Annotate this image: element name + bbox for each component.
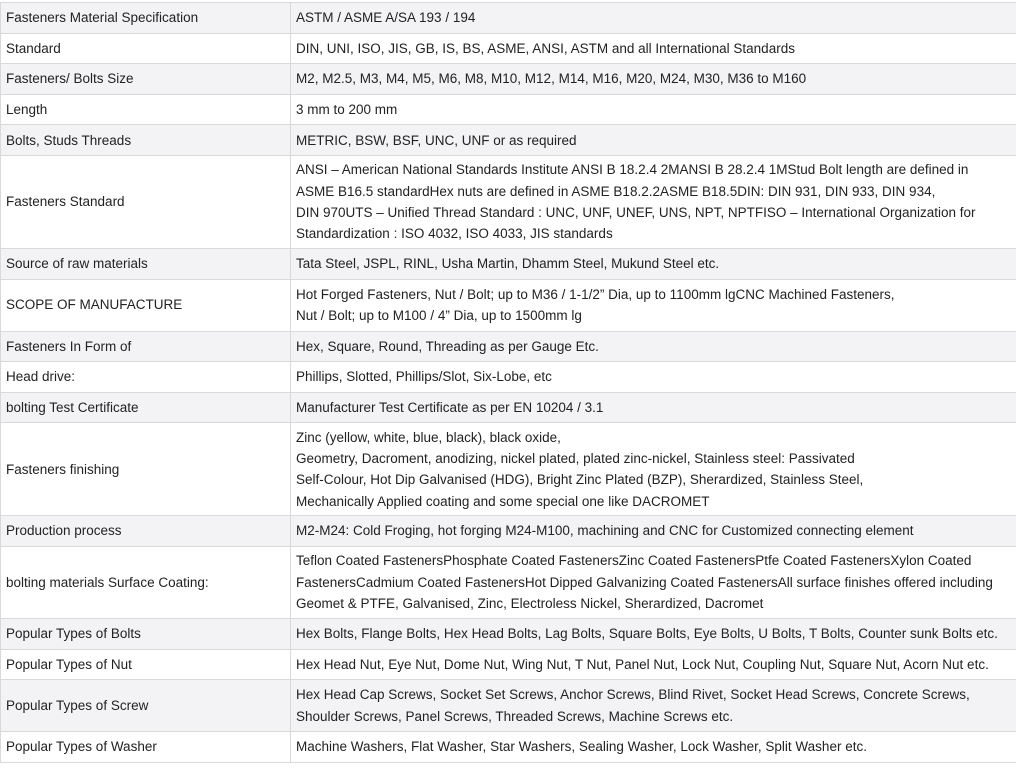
row-label: Popular Types of Nut <box>1 649 291 680</box>
table-row <box>1 248 1016 279</box>
row-value: Teflon Coated FastenersPhosphate Coated FastenersZinc Coated FastenersPtfe Coated FastenersXylon Coated FastenersCadmium Coated FastenersHot Dipped Galvanizing Coated FastenersAll surface finishes offered including Geomet & PTFE, Galvanised, Zinc, Electroless Nickel, Sherardized, Dacromet <box>291 546 1016 618</box>
row-label: Popular Types of Screw <box>1 680 291 732</box>
table-row <box>1 64 1016 95</box>
row-value: Phillips, Slotted, Phillips/Slot, Six-Lobe, etc <box>291 362 1016 393</box>
row-label: Popular Types of Washer <box>1 732 291 763</box>
row-label: bolting Test Certificate <box>1 392 291 423</box>
spec-table <box>0 2 1016 763</box>
table-row <box>1 423 1016 516</box>
table-row <box>1 125 1016 156</box>
row-value: Tata Steel, JSPL, RINL, Usha Martin, Dhamm Steel, Mukund Steel etc. <box>291 248 1016 279</box>
table-row <box>1 331 1016 362</box>
row-label: Fasteners Standard <box>1 155 291 248</box>
table-row <box>1 155 1016 248</box>
row-label: Fasteners/ Bolts Size <box>1 64 291 95</box>
row-value: ANSI – American National Standards Institute ANSI B 18.2.4 2MANSI B 28.2.4 1MStud Bolt length are defined in ASME B16.5 standardHex nuts are defined in ASME B18.2.2ASME B18.5DIN: DIN 931, DIN 933, DIN 934, DIN 970UTS – Unified Thread Standard : UNC, UNF, UNEF, UNS, NPT, NPTFISO – International Organization for Standardization : ISO 4032, ISO 4033, JIS standards <box>291 155 1016 248</box>
table-row <box>1 649 1016 680</box>
table-row <box>1 516 1016 547</box>
row-label: Fasteners finishing <box>1 423 291 516</box>
table-row <box>1 279 1016 331</box>
table-row <box>1 3 1016 34</box>
table-row <box>1 546 1016 618</box>
row-value: Hex Bolts, Flange Bolts, Hex Head Bolts, Lag Bolts, Square Bolts, Eye Bolts, U Bolts, T Bolts, Counter sunk Bolts etc. <box>291 618 1016 649</box>
row-value: DIN, UNI, ISO, JIS, GB, IS, BS, ASME, ANSI, ASTM and all International Standards <box>291 33 1016 64</box>
row-label: Fasteners In Form of <box>1 331 291 362</box>
table-row <box>1 94 1016 125</box>
row-label: Popular Types of Bolts <box>1 618 291 649</box>
table-row <box>1 680 1016 732</box>
row-value: ASTM / ASME A/SA 193 / 194 <box>291 3 1016 34</box>
row-label: Production process <box>1 516 291 547</box>
row-value: Hex, Square, Round, Threading as per Gauge Etc. <box>291 331 1016 362</box>
row-label: Fasteners Material Specification <box>1 3 291 34</box>
row-value: Zinc (yellow, white, blue, black), black oxide, Geometry, Dacroment, anodizing, nickel plated, plated zinc-nickel, Stainless steel: Passivated Self-Colour, Hot Dip Galvanised (HDG), Bright Zinc Plated (BZP), Sherardized, Stainless Steel, Mechanically Applied coating and some special one like DACROMET <box>291 423 1016 516</box>
row-value: Manufacturer Test Certificate as per EN 10204 / 3.1 <box>291 392 1016 423</box>
row-label: Head drive: <box>1 362 291 393</box>
row-value: 3 mm to 200 mm <box>291 94 1016 125</box>
table-row <box>1 618 1016 649</box>
row-label: Bolts, Studs Threads <box>1 125 291 156</box>
row-label: bolting materials Surface Coating: <box>1 546 291 618</box>
row-label: Length <box>1 94 291 125</box>
row-label: Standard <box>1 33 291 64</box>
table-row <box>1 732 1016 763</box>
row-label: SCOPE OF MANUFACTURE <box>1 279 291 331</box>
row-label: Source of raw materials <box>1 248 291 279</box>
table-row <box>1 362 1016 393</box>
row-value: Machine Washers, Flat Washer, Star Washers, Sealing Washer, Lock Washer, Split Washer etc. <box>291 732 1016 763</box>
table-row <box>1 33 1016 64</box>
row-value: Hex Head Cap Screws, Socket Set Screws, Anchor Screws, Blind Rivet, Socket Head Screws, Concrete Screws, Shoulder Screws, Panel Screws, Threaded Screws, Machine Screws etc. <box>291 680 1016 732</box>
row-value: M2-M24: Cold Froging, hot forging M24-M100, machining and CNC for Customized connecting element <box>291 516 1016 547</box>
table-row <box>1 392 1016 423</box>
row-value: Hex Head Nut, Eye Nut, Dome Nut, Wing Nut, T Nut, Panel Nut, Lock Nut, Coupling Nut, Square Nut, Acorn Nut etc. <box>291 649 1016 680</box>
row-value: Hot Forged Fasteners, Nut / Bolt; up to M36 / 1-1/2” Dia, up to 1100mm lgCNC Machined Fasteners, Nut / Bolt; up to M100 / 4” Dia, up to 1500mm lg <box>291 279 1016 331</box>
row-value: METRIC, BSW, BSF, UNC, UNF or as required <box>291 125 1016 156</box>
row-value: M2, M2.5, M3, M4, M5, M6, M8, M10, M12, M14, M16, M20, M24, M30, M36 to M160 <box>291 64 1016 95</box>
